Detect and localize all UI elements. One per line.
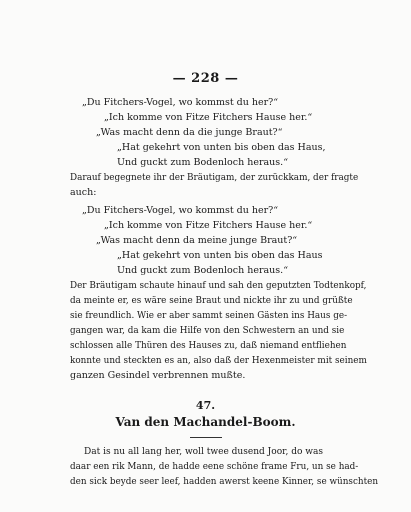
verse-line: „Du Fitchers-Vogel, wo kommst du her?“ [82, 97, 279, 108]
title-rule [190, 437, 222, 438]
tale-line: Dat is nu all lang her, woll twee dusend Joor, do was [84, 446, 324, 457]
tale-title: Van den Machandel-Boom. [115, 415, 296, 429]
prose-line: gangen war, da kam die Hilfe von den Schwestern an und sie [70, 325, 345, 336]
verse-line: Und guckt zum Bodenloch heraus.“ [117, 157, 289, 168]
prose-line: Der Bräutigam schaute hinauf und sah den geputzten Todtenkopf, [70, 280, 367, 291]
tale-line: daar een rik Mann, de hadde eene schöne frame Fru, un se had- [70, 461, 359, 472]
verse-line: „Hat gekehrt von unten bis oben das Haus, [117, 142, 326, 153]
verse-line: „Du Fitchers-Vogel, wo kommst du her?“ [82, 205, 279, 216]
prose-line: schlossen alle Thüren des Hauses zu, daß niemand entfliehen [70, 340, 347, 351]
tale-number: 47. [195, 399, 216, 412]
prose-line: auch: [70, 187, 97, 198]
verse-line: „Ich komme von Fitze Fitchers Hause her.“ [104, 112, 313, 123]
verse-line: Und guckt zum Bodenloch heraus.“ [117, 265, 289, 276]
prose-line: ganzen Gesindel verbrennen mußte. [70, 370, 246, 381]
verse-line: „Was macht denn da die junge Braut?“ [96, 127, 283, 138]
prose-line: sie freundlich. Wie er aber sammt seinen Gästen ins Haus ge- [70, 310, 348, 321]
prose-line: konnte und steckten es an, also daß der Hexenmeister mit seinem [70, 355, 367, 366]
verse-line: „Hat gekehrt von unten bis oben das Haus [117, 250, 323, 261]
prose-line: Darauf begegnete ihr der Bräutigam, der zurückkam, der fragte [70, 172, 359, 183]
verse-line: „Ich komme von Fitze Fitchers Hause her.“ [104, 220, 313, 231]
prose-line: da meinte er, es wäre seine Braut und nickte ihr zu und grüßte [70, 295, 353, 306]
tale-line: den sick beyde seer leef, hadden awerst keene Kinner, se wünschten [70, 476, 379, 487]
verse-line: „Was macht denn da meine junge Braut?“ [96, 235, 298, 246]
page-number: — 228 — [172, 71, 239, 86]
